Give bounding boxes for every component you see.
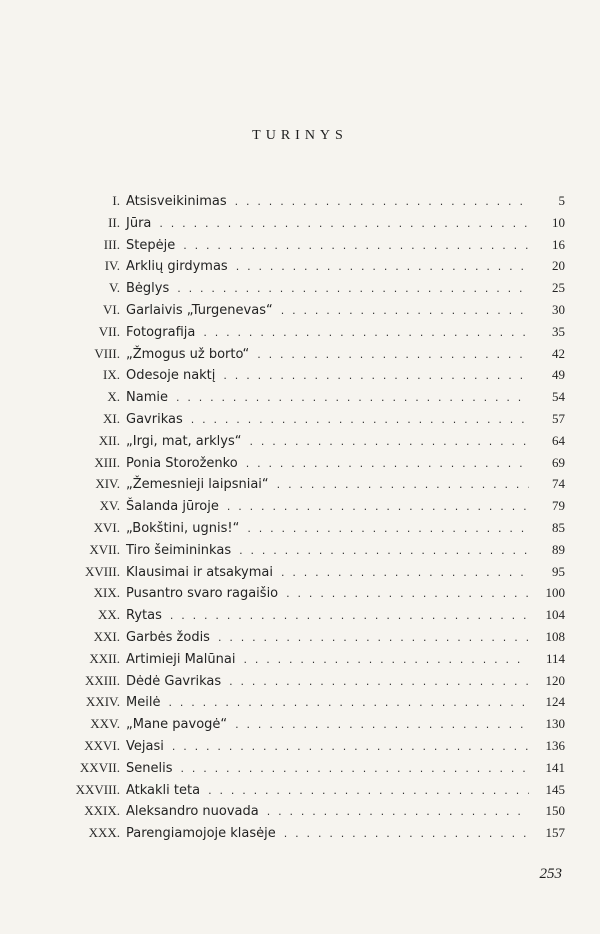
chapter-page: 120 bbox=[545, 672, 565, 688]
chapter-page: 74 bbox=[552, 476, 565, 492]
chapter-title: Aleksandro nuovada bbox=[126, 804, 259, 820]
chapter-page: 5 bbox=[558, 193, 565, 208]
dot-leader bbox=[203, 322, 529, 344]
chapter-number: XII. bbox=[98, 432, 120, 448]
dot-leader bbox=[177, 278, 529, 300]
chapter-title: „Žemesnieji laipsniai“ bbox=[126, 477, 269, 493]
dot-leader bbox=[176, 387, 529, 409]
dot-leader bbox=[172, 736, 529, 758]
chapter-title: Ponia Storoženko bbox=[126, 455, 238, 471]
chapter-number: II. bbox=[108, 214, 120, 230]
dot-leader bbox=[208, 780, 529, 802]
chapter-page: 141 bbox=[545, 759, 565, 775]
dot-leader bbox=[247, 518, 529, 540]
chapter-title: Rytas bbox=[126, 608, 162, 624]
chapter-title: Senelis bbox=[126, 760, 173, 776]
chapter-number: XV. bbox=[99, 498, 120, 514]
chapter-title: Arklių girdymas bbox=[126, 259, 228, 275]
chapter-number: III. bbox=[103, 236, 120, 252]
chapter-title: „Žmogus už borto“ bbox=[126, 346, 250, 362]
toc-entry bbox=[40, 343, 565, 365]
dot-leader bbox=[170, 605, 529, 627]
table-of-contents bbox=[40, 190, 565, 844]
toc-entry bbox=[40, 822, 565, 844]
dot-leader bbox=[183, 235, 529, 257]
chapter-title: Atsisveikinimas bbox=[126, 194, 227, 209]
dot-leader bbox=[281, 562, 529, 584]
chapter-page: 54 bbox=[552, 389, 565, 405]
chapter-title: Garbės žodis bbox=[126, 629, 210, 645]
chapter-number: VIII. bbox=[94, 345, 120, 361]
chapter-number: XX. bbox=[97, 607, 120, 623]
toc-entry bbox=[40, 561, 565, 583]
chapter-number: XXIX. bbox=[84, 803, 120, 819]
dot-leader bbox=[180, 758, 529, 780]
dot-leader bbox=[281, 300, 529, 322]
dot-leader bbox=[227, 496, 529, 518]
toc-entry bbox=[40, 779, 565, 801]
chapter-title: Parengiamojoje klasėje bbox=[126, 826, 276, 842]
chapter-number: XXII. bbox=[89, 650, 120, 666]
chapter-number: XXIII. bbox=[84, 672, 120, 688]
toc-entry bbox=[40, 430, 565, 452]
dot-leader bbox=[277, 474, 529, 496]
chapter-page: 30 bbox=[552, 301, 565, 317]
dot-leader bbox=[218, 627, 529, 649]
dot-leader bbox=[257, 344, 529, 366]
chapter-page: 100 bbox=[545, 585, 565, 601]
chapter-page: 95 bbox=[552, 563, 565, 579]
dot-leader bbox=[168, 692, 529, 714]
chapter-page: 124 bbox=[545, 694, 565, 710]
chapter-number: V. bbox=[109, 280, 120, 296]
folio-page-number: 253 bbox=[539, 866, 562, 882]
chapter-page: 10 bbox=[552, 214, 565, 230]
chapter-page: 42 bbox=[552, 345, 565, 361]
chapter-number: XXX. bbox=[88, 825, 120, 841]
chapter-number: XXI. bbox=[93, 628, 120, 644]
chapter-number: XIV. bbox=[95, 476, 120, 492]
chapter-page: 104 bbox=[545, 607, 565, 623]
chapter-page: 79 bbox=[552, 498, 565, 514]
page-title: TURINYS bbox=[252, 128, 348, 143]
chapter-title: Garlaivis „Turgenevas“ bbox=[126, 302, 273, 318]
toc-entry bbox=[40, 321, 565, 343]
dot-leader bbox=[235, 714, 529, 736]
toc-entry bbox=[40, 517, 565, 539]
chapter-page: 64 bbox=[552, 432, 565, 448]
chapter-page: 69 bbox=[552, 454, 565, 470]
toc-entry bbox=[40, 670, 565, 692]
chapter-number: XIX. bbox=[93, 585, 120, 601]
toc-entry bbox=[40, 299, 565, 321]
dot-leader bbox=[235, 191, 529, 213]
chapter-number: XVII. bbox=[89, 541, 120, 557]
toc-entry bbox=[40, 539, 565, 561]
dot-leader bbox=[246, 453, 529, 475]
toc-entry bbox=[40, 473, 565, 495]
toc-entry bbox=[40, 234, 565, 256]
chapter-page: 16 bbox=[552, 236, 565, 252]
chapter-title: „Irgi, mat, arklys“ bbox=[126, 433, 242, 449]
toc-entry bbox=[40, 452, 565, 474]
dot-leader bbox=[229, 671, 529, 693]
dot-leader bbox=[286, 583, 529, 605]
toc-entry bbox=[40, 582, 565, 604]
chapter-number: XXIV. bbox=[85, 694, 120, 710]
toc-entry bbox=[40, 408, 565, 430]
chapter-number: XI. bbox=[103, 410, 120, 426]
dot-leader bbox=[243, 649, 529, 671]
chapter-title: Odesoje naktį bbox=[126, 368, 216, 384]
chapter-number: VII. bbox=[98, 323, 120, 339]
chapter-title: „Mane pavogė“ bbox=[126, 717, 228, 733]
chapter-title: Klausimai ir atsakymai bbox=[126, 564, 273, 580]
toc-entry bbox=[40, 190, 565, 212]
chapter-page: 114 bbox=[545, 650, 565, 666]
chapter-title: Atkakli teta bbox=[126, 782, 201, 798]
chapter-title: Meilė bbox=[126, 695, 161, 711]
toc-entry bbox=[40, 735, 565, 757]
chapter-title: Fotografija bbox=[126, 324, 196, 340]
chapter-title: Bėglys bbox=[126, 281, 170, 297]
toc-entry bbox=[40, 713, 565, 735]
chapter-page: 25 bbox=[552, 280, 565, 296]
chapter-page: 85 bbox=[552, 519, 565, 535]
chapter-number: X. bbox=[107, 389, 120, 405]
chapter-title: Vejasi bbox=[126, 738, 164, 754]
dot-leader bbox=[236, 256, 529, 278]
chapter-page: 130 bbox=[545, 716, 565, 732]
dot-leader bbox=[159, 213, 529, 235]
dot-leader bbox=[267, 801, 529, 823]
toc-entry bbox=[40, 691, 565, 713]
dot-leader bbox=[191, 409, 529, 431]
chapter-page: 57 bbox=[552, 410, 565, 426]
chapter-page: 89 bbox=[552, 541, 565, 557]
dot-leader bbox=[249, 431, 529, 453]
chapter-title: Tiro šeimininkas bbox=[126, 542, 232, 558]
toc-entry bbox=[40, 757, 565, 779]
chapter-number: IX. bbox=[103, 367, 120, 383]
chapter-number: XXVII. bbox=[79, 759, 120, 775]
chapter-page: 157 bbox=[545, 825, 565, 841]
chapter-title: Dėdė Gavrikas bbox=[126, 673, 222, 689]
chapter-page: 49 bbox=[552, 367, 565, 383]
chapter-title: Artimieji Malūnai bbox=[126, 651, 236, 667]
chapter-number: VI. bbox=[103, 301, 120, 317]
chapter-page: 108 bbox=[545, 628, 565, 644]
chapter-number: XXV. bbox=[90, 716, 120, 732]
chapter-title: Stepėje bbox=[126, 237, 176, 253]
chapter-number: XIII. bbox=[94, 454, 120, 470]
chapter-number: XVIII. bbox=[84, 563, 120, 579]
chapter-page: 20 bbox=[552, 258, 565, 274]
chapter-page: 145 bbox=[545, 781, 565, 797]
chapter-page: 136 bbox=[545, 737, 565, 753]
chapter-number: XVI. bbox=[93, 519, 120, 535]
chapter-number: XXVIII. bbox=[75, 781, 120, 797]
toc-entry bbox=[40, 386, 565, 408]
toc-entry bbox=[40, 212, 565, 234]
toc-entry bbox=[40, 277, 565, 299]
toc-entry bbox=[40, 255, 565, 277]
chapter-page: 150 bbox=[545, 803, 565, 819]
toc-entry bbox=[40, 495, 565, 517]
chapter-title: Jūra bbox=[126, 215, 152, 231]
toc-entry bbox=[40, 604, 565, 626]
chapter-title: „Bokštini, ugnis!“ bbox=[126, 520, 240, 536]
chapter-number: IV. bbox=[104, 258, 120, 274]
toc-entry bbox=[40, 648, 565, 670]
chapter-title: Namie bbox=[126, 390, 168, 406]
chapter-number: XXVI. bbox=[84, 737, 120, 753]
chapter-title: Šalanda jūroje bbox=[126, 499, 219, 515]
dot-leader bbox=[223, 365, 529, 387]
dot-leader bbox=[239, 540, 529, 562]
dot-leader bbox=[284, 823, 529, 845]
chapter-title: Gavrikas bbox=[126, 411, 183, 427]
toc-entry bbox=[40, 364, 565, 386]
toc-entry bbox=[40, 800, 565, 822]
chapter-number: I. bbox=[112, 193, 120, 208]
toc-entry bbox=[40, 626, 565, 648]
chapter-page: 35 bbox=[552, 323, 565, 339]
chapter-title: Pusantro svaro ragaišio bbox=[126, 586, 279, 602]
